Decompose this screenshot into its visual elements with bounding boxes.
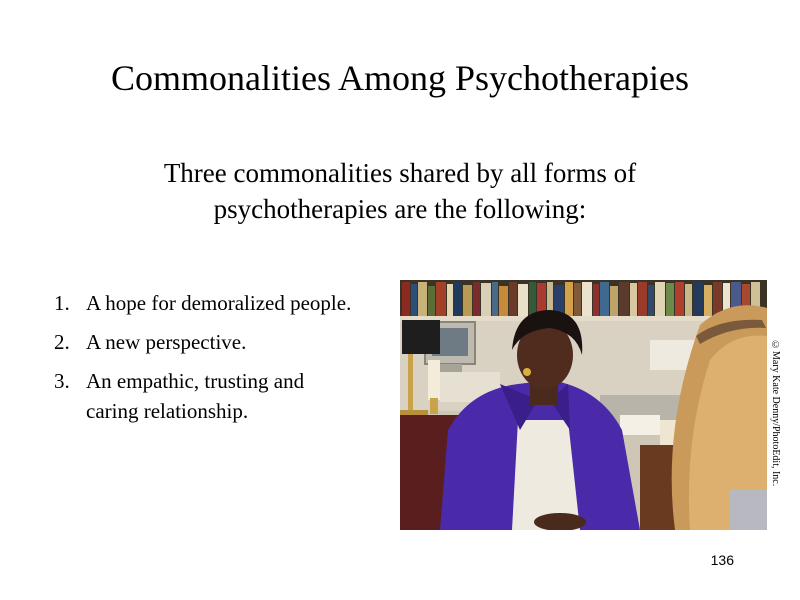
list-item-text: A hope for demoralized people. bbox=[86, 291, 352, 315]
therapy-session-photo bbox=[400, 280, 767, 530]
list-item-number: 1. bbox=[54, 291, 70, 315]
list-item-text: A new perspective. bbox=[86, 330, 247, 354]
slide-title: Commonalities Among Psychotherapies bbox=[111, 58, 689, 98]
list-item-text: An empathic, trusting and caring relationship. bbox=[86, 369, 305, 423]
photo-credit: ©Mary Kate Denny/PhotoEdit, Inc. bbox=[770, 340, 781, 487]
slide-subtitle: Three commonalities shared by all forms of psychotherapies are the following: bbox=[163, 158, 637, 224]
list-item-number: 2. bbox=[54, 330, 70, 354]
commonalities-list bbox=[54, 288, 354, 435]
list-item bbox=[54, 366, 354, 426]
list-item bbox=[54, 288, 354, 318]
list-item-number: 3. bbox=[54, 369, 70, 393]
page-number: 136 bbox=[710, 552, 734, 568]
list-item bbox=[54, 327, 354, 357]
